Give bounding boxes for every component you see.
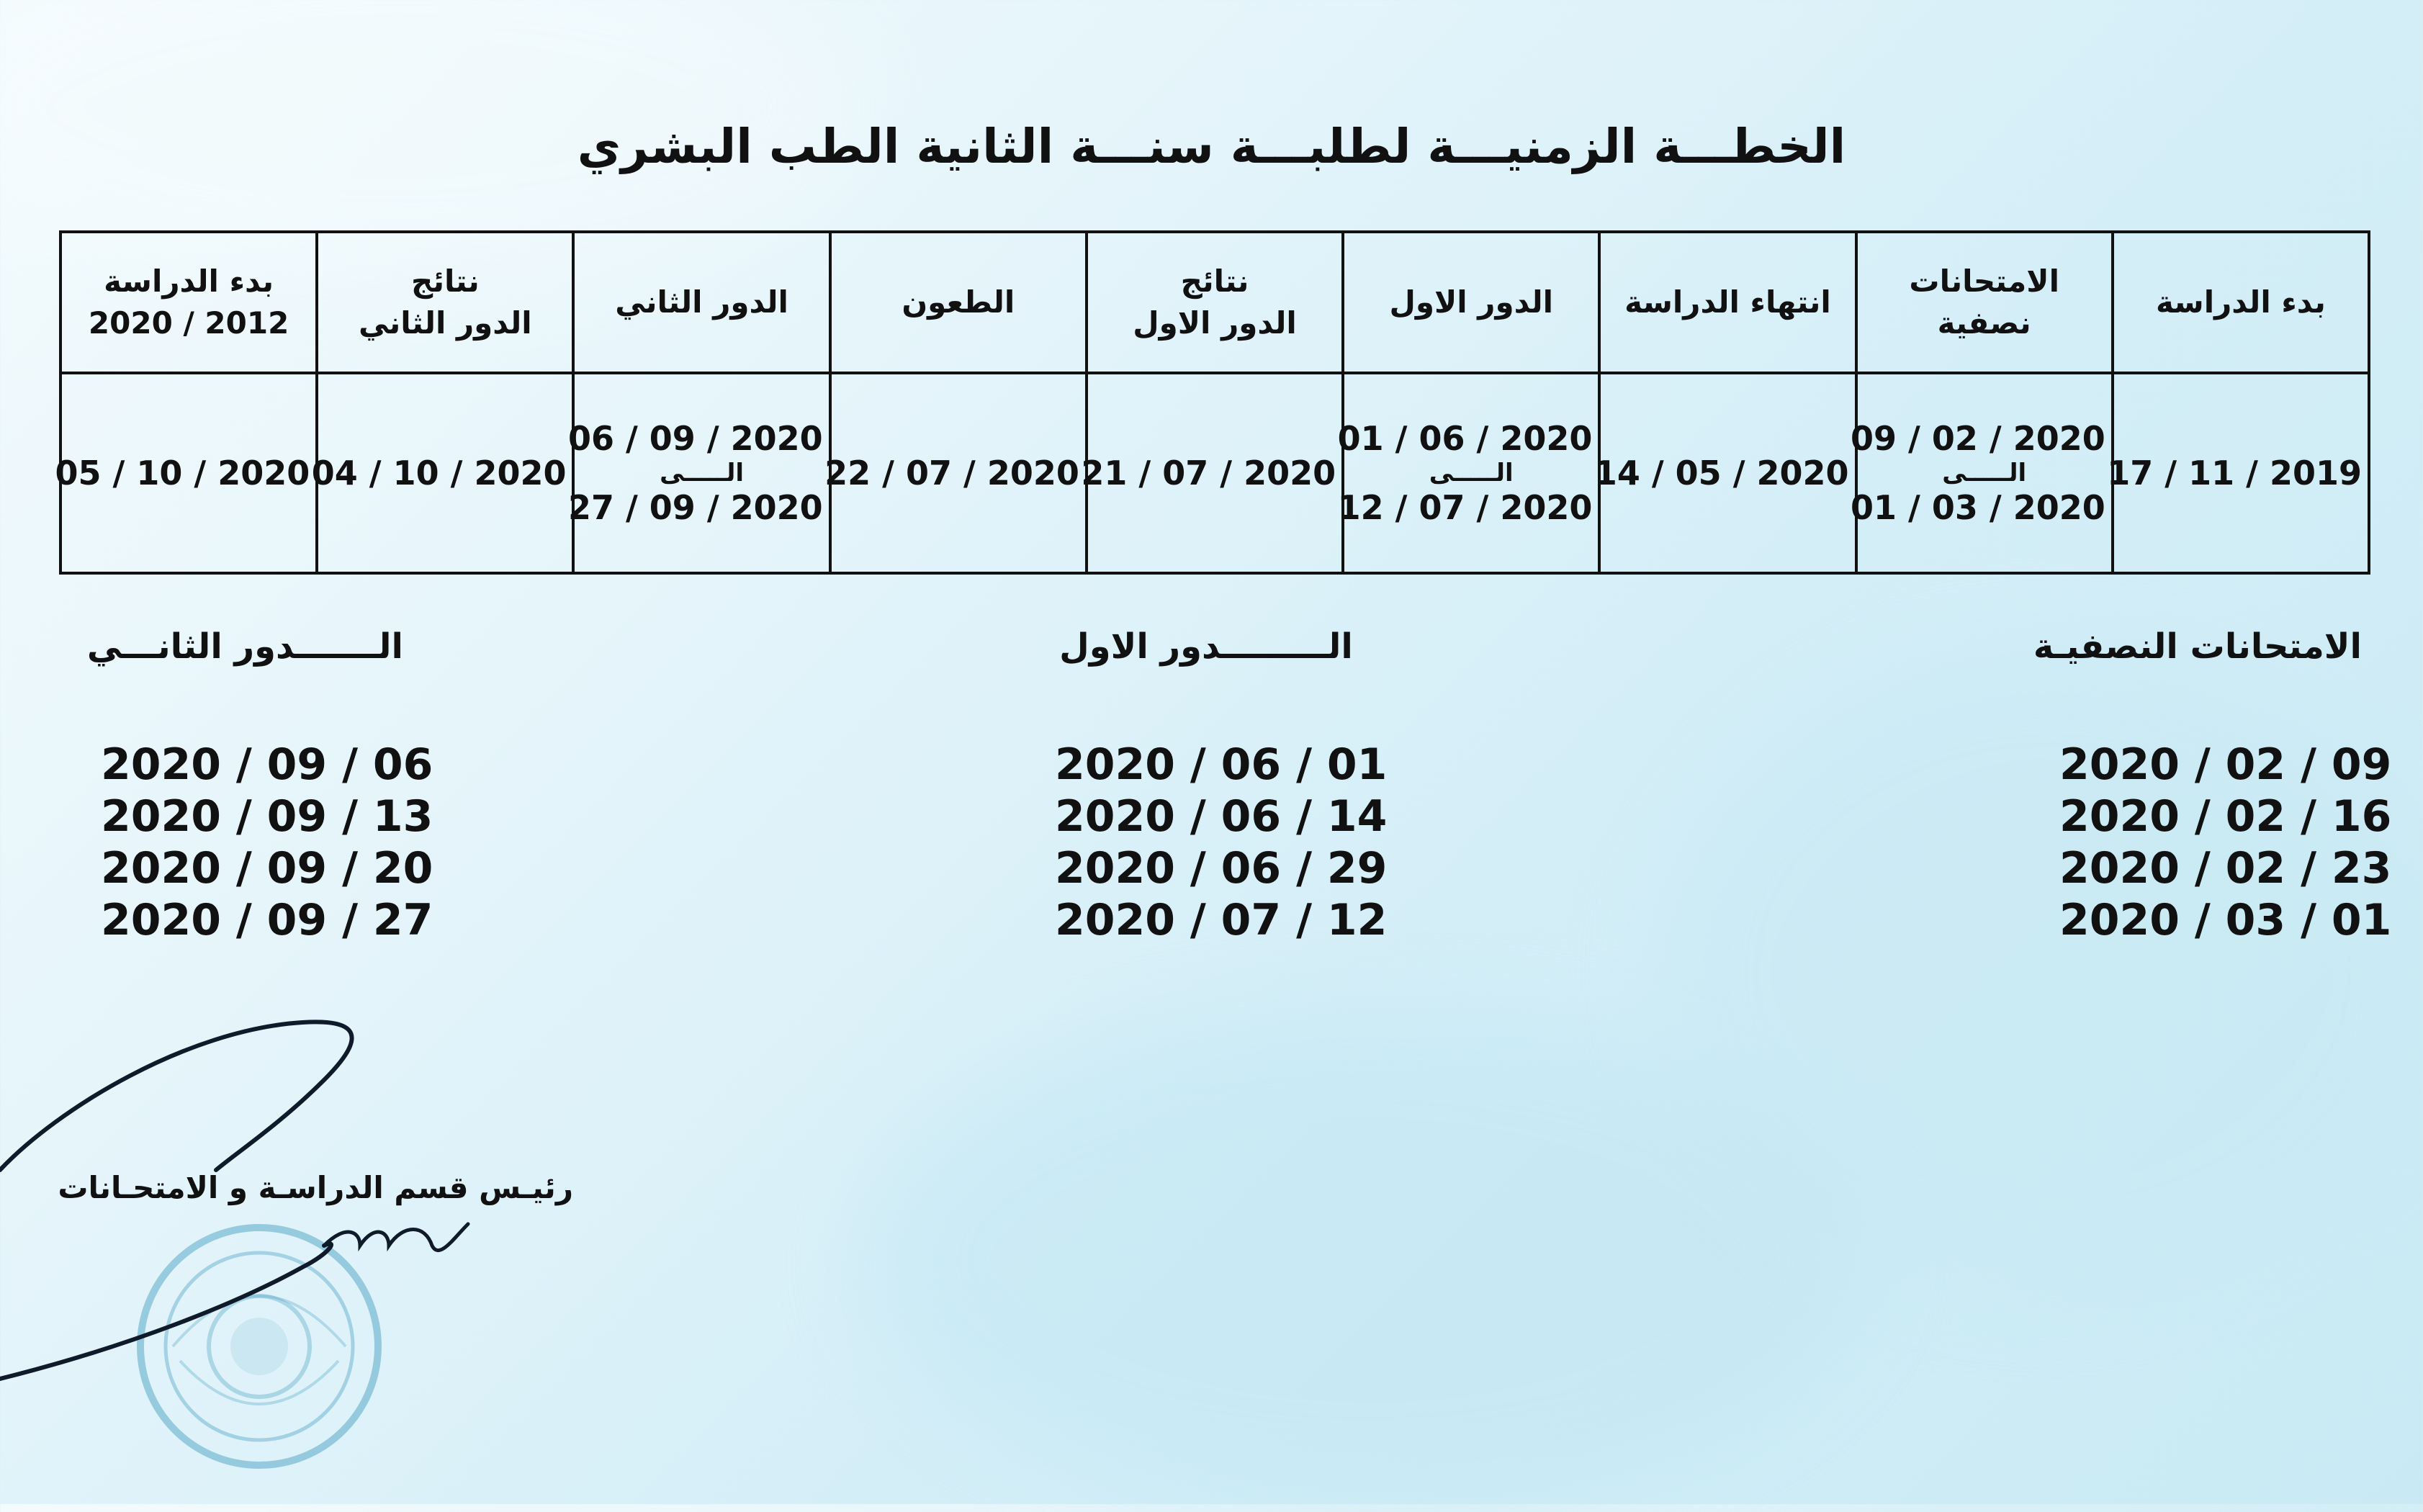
list-item: 2020 / 06 / 14 [1055, 791, 1388, 842]
section-heading: الـــــــــدور الاول [1059, 626, 1353, 667]
table-header-row [60, 232, 2369, 373]
list-item: 2020 / 09 / 20 [101, 843, 433, 894]
header-label: انتهاء الدراسة [1624, 284, 1831, 320]
range-separator: الـــــى [1942, 459, 2027, 487]
range-separator: الـــــى [660, 459, 745, 487]
date-cell [1081, 373, 1343, 573]
date-value: 2020 / 09 / 27 [567, 488, 823, 527]
header-cell [1343, 232, 1599, 373]
header-sublabel: الدور الثاني [359, 305, 532, 341]
list-item: 2020 / 09 / 27 [101, 895, 433, 945]
date-value: 2019 / 11 / 17 [2107, 454, 2362, 492]
range-separator: الـــــى [1429, 459, 1514, 487]
header-cell [830, 232, 1087, 373]
date-cell [311, 373, 573, 573]
header-label: الطعون [902, 284, 1015, 320]
date-value: 2020 / 10 / 04 [311, 454, 567, 492]
date-value: 2020 / 02 / 09 [1851, 419, 2105, 458]
official-stamp [130, 1217, 389, 1476]
midterm-exams-section [2033, 626, 2392, 946]
date-cell [824, 373, 1087, 573]
date-value: 2020 / 07 / 22 [824, 454, 1079, 492]
first-round-section [1055, 626, 1388, 946]
exam-date-list [2059, 739, 2392, 946]
header-sublabel: الدور الاول [1133, 305, 1297, 341]
signature-title: رئيـس قسم الدراسـة و الامتحـانات [58, 1170, 573, 1205]
date-cell [55, 373, 317, 573]
handwritten-signature [0, 1008, 504, 1411]
table-row [60, 373, 2369, 573]
header-label: الدور الاول [1389, 284, 1554, 320]
list-item: 2020 / 07 / 12 [1055, 895, 1388, 945]
list-item: 2020 / 02 / 16 [2059, 791, 2392, 842]
second-round-section [86, 626, 433, 946]
header-sublabel: 2012 / 2020 [88, 305, 289, 341]
list-item: 2020 / 06 / 29 [1055, 843, 1388, 894]
header-label: بدء الدراسة [104, 264, 274, 299]
list-item: 2020 / 02 / 09 [2059, 739, 2392, 790]
list-item: 2020 / 09 / 13 [101, 791, 433, 842]
header-label: الدور الثاني [615, 284, 788, 320]
list-item: 2020 / 06 / 01 [1055, 739, 1388, 790]
date-cell [1851, 373, 2113, 573]
header-label: الامتحانات [1909, 264, 2059, 299]
header-sublabel: نصفية [1937, 305, 2031, 341]
date-value: 2020 / 09 / 06 [567, 419, 823, 458]
date-cell [2107, 373, 2369, 573]
date-cell [1593, 373, 1856, 573]
header-cell [573, 232, 830, 373]
section-heading: الامتحانات النصفيـة [2033, 626, 2362, 667]
date-cell [567, 373, 830, 573]
header-label: بدء الدراسة [2155, 284, 2326, 320]
header-cell [317, 232, 573, 373]
header-cell [1087, 232, 1343, 373]
header-cell [1599, 232, 1856, 373]
date-value: 2020 / 07 / 21 [1081, 454, 1336, 492]
header-cell [60, 232, 317, 373]
schedule-table [55, 230, 2370, 575]
header-label: نتائج [1180, 264, 1249, 299]
header-label: نتائج [410, 264, 480, 299]
list-item: 2020 / 03 / 01 [2059, 895, 2392, 945]
header-cell [2113, 232, 2369, 373]
section-heading: الـــــــدور الثانـــي [86, 626, 403, 667]
exam-date-list [101, 739, 433, 946]
date-value: 2020 / 05 / 14 [1593, 454, 1849, 492]
date-value: 2020 / 03 / 01 [1851, 488, 2105, 527]
header-cell [1856, 232, 2113, 373]
date-cell [1337, 373, 1599, 573]
document-title: الخطـــة الزمنيـــة لطلبـــة سنـــة الثانية الطب البشري [577, 119, 1846, 174]
date-value: 2020 / 10 / 05 [55, 454, 310, 492]
list-item: 2020 / 02 / 23 [2059, 843, 2392, 894]
date-value: 2020 / 06 / 01 [1337, 419, 1593, 458]
list-item: 2020 / 09 / 06 [101, 739, 433, 790]
date-value: 2020 / 07 / 12 [1337, 488, 1593, 527]
exam-date-list [1055, 739, 1388, 946]
